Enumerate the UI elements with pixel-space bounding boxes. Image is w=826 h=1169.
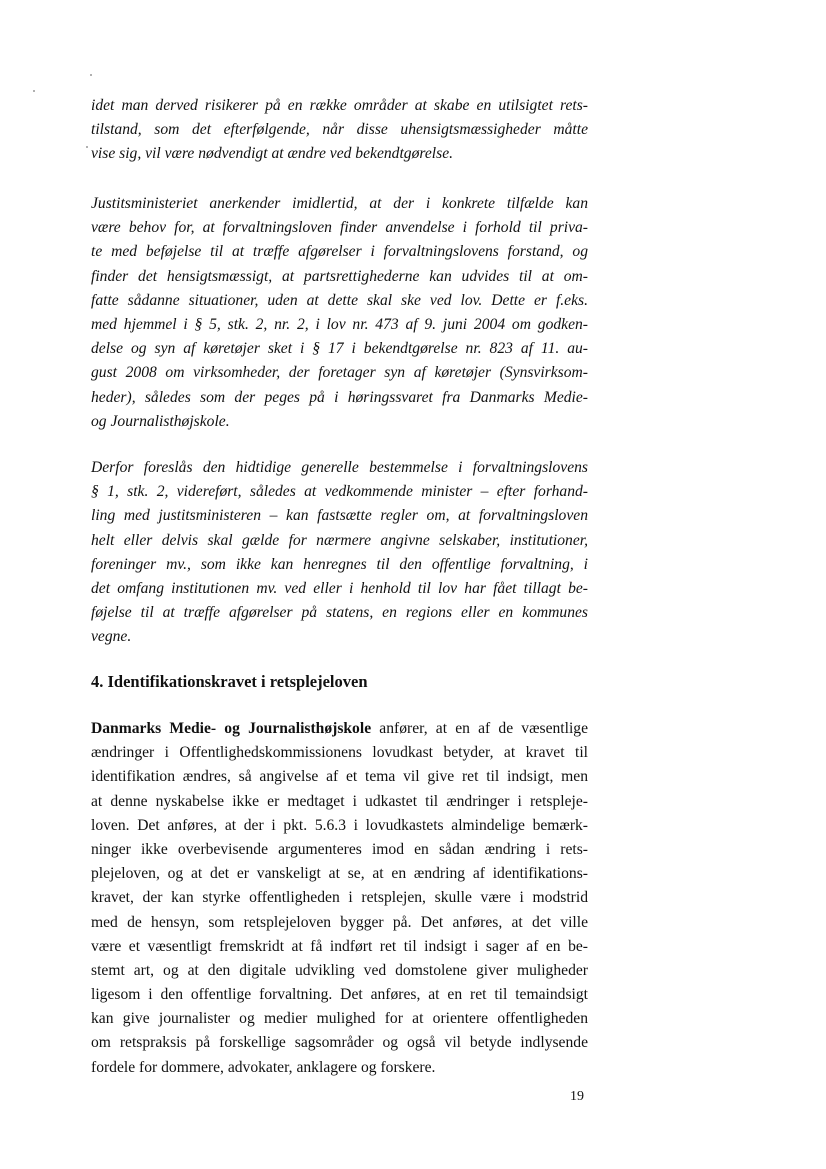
text-line: gust 2008 om virksomheder, der foretager syn af køretøjer (Synsvirksom-: [91, 364, 588, 382]
text-line: fordele for dommere, advokater, anklagere og forskere.: [91, 1058, 436, 1076]
text-line: vise sig, vil være nødvendigt at ændre ved bekendtgørelse.: [91, 145, 454, 163]
text-line: være et væsentligt fremskridt at få indført ret til indsigt i sager af en be-: [91, 937, 588, 955]
text-line: helt eller delvis skal gælde for nærmere angivne selskaber, institutioner,: [91, 531, 588, 549]
text-line: om retspraksis på forskellige sagsområder og også vil betyde indlysende: [91, 1034, 588, 1052]
paragraph-2: [91, 192, 588, 434]
text-line: foreninger mv., som ikke kan henregnes til den offentlige forvaltning, i: [91, 555, 588, 573]
text-line: idet man derved risikerer på en række områder at skabe en utilsigtet rets-: [91, 97, 588, 114]
scan-speck: [86, 146, 88, 148]
text-line: vegne.: [91, 628, 132, 646]
text-line: heder), således som der peges på i høringssvaret fra Danmarks Medie-: [91, 388, 588, 406]
text-line: med de hensyn, som retsplejeloven bygger på. Det anføres, at det ville: [91, 913, 588, 931]
text-line: tilstand, som det efterfølgende, når disse uhensigtsmæssigheder måtte: [91, 121, 588, 139]
paragraph-1: [91, 94, 588, 167]
text-line: te med beføjelse til at træffe afgørelser i forvaltningslovens forstand, og: [91, 243, 588, 261]
organization-name: Danmarks Medie- og Journalisthøjskole: [91, 720, 372, 737]
text-line: loven. Det anføres, at der i pkt. 5.6.3 i lovudkastets almindelige bemærk-: [91, 816, 588, 834]
text-line: stemt art, og at den digitale udvikling ved domstolene giver muligheder: [91, 961, 588, 979]
text-line: § 1, stk. 2, videreført, således at vedkommende minister – efter forhand-: [91, 483, 588, 501]
text-line: finder det hensigtsmæssigt, at partsrettighederne kan udvides til at om-: [91, 267, 588, 285]
text-line: [91, 717, 588, 741]
text-line: det omfang institutionen mv. ved eller i henhold til lov har fået tillagt be-: [91, 579, 588, 597]
text-line: ninger ikke overbevisende argumenteres imod en sådan ændring i rets-: [91, 840, 588, 858]
text-line: Justitsministeriet anerkender imidlertid, at der i konkrete tilfælde kan: [91, 195, 588, 212]
section-heading: 4. Identifikationskravet i retsplejeloven: [91, 672, 368, 691]
text-line: delse og syn af køretøjer sket i § 17 i bekendtgørelse nr. 823 af 11. au-: [91, 340, 588, 358]
paragraph-4: [91, 717, 588, 1080]
text-line: med hjemmel i § 5, stk. 2, nr. 2, i lov nr. 473 af 9. juni 2004 om godken-: [91, 315, 588, 333]
text-line: og Journalisthøjskole.: [91, 412, 230, 430]
scan-speck: [33, 90, 35, 92]
text-line: kravet, der kan styrke offentligheden i retsplejen, skulle være i modstrid: [91, 889, 588, 907]
text-fragment: anfører, at en af de væsentlige: [371, 720, 589, 737]
text-line: Derfor foreslås den hidtidige generelle bestemmelse i forvaltningslovens: [91, 459, 588, 476]
text-line: fatte sådanne situationer, uden at dette skal ske ved lov. Dette er f.eks.: [91, 291, 588, 309]
text-line: ling med justitsministeren – kan fastsætte regler om, at forvaltningsloven: [91, 507, 588, 525]
text-line: kan give journalister og medier mulighed for at orientere offentligheden: [91, 1010, 588, 1028]
text-line: identifikation ændres, så angivelse af et tema vil give ret til indsigt, men: [91, 768, 588, 786]
page-number: 19: [570, 1089, 584, 1104]
text-line: plejeloven, og at det er vanskeligt at se, at en ændring af identifikations-: [91, 865, 588, 883]
text-line: føjelse til at træffe afgørelser på statens, en regions eller en kommunes: [91, 604, 588, 622]
scan-speck: [90, 74, 92, 76]
text-line: at denne nyskabelse ikke er medtaget i udkastet til ændringer i retspleje-: [91, 792, 588, 810]
text-line: ændringer i Offentlighedskommissionens lovudkast betyder, at kravet til: [91, 744, 588, 762]
paragraph-3: [91, 456, 588, 650]
text-line: være behov for, at forvaltningsloven finder anvendelse i forhold til priva-: [91, 219, 588, 237]
text-line: ligesom i den offentlige forvaltning. Det anføres, at en ret til temaindsigt: [91, 986, 588, 1004]
